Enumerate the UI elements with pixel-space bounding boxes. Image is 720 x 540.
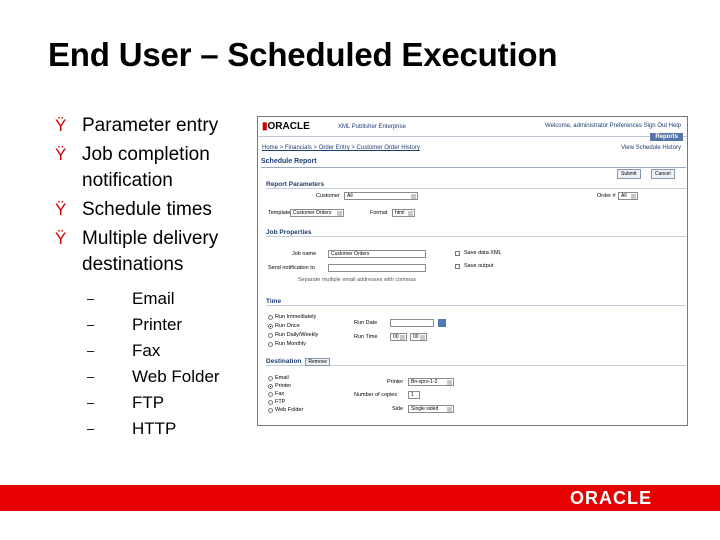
product-name: XML Publisher Enterprise: [338, 124, 406, 130]
sub-bullet-marker: –: [87, 317, 95, 332]
bullet-text: Parameter entry: [82, 115, 219, 136]
app-header: [258, 117, 687, 137]
sub-bullet-text: FTP: [132, 393, 165, 412]
destination-heading-text: Destination: [266, 358, 302, 365]
breadcrumb[interactable]: Home > Financials > Order Entry > Customer Order History: [262, 145, 420, 151]
run-date-label: Run Date: [354, 320, 378, 326]
bullet-item: [55, 197, 255, 223]
bullet-item: [55, 142, 255, 194]
report-parameters-heading: Report Parameters: [266, 181, 686, 189]
bullet-marker: Ÿ: [55, 116, 67, 135]
customer-select[interactable]: All: [344, 192, 418, 200]
page-title: Schedule Report: [261, 158, 686, 168]
save-output-checkbox[interactable]: [455, 264, 460, 269]
bullet-text: Job completion notification: [82, 144, 210, 191]
bullet-list: [55, 113, 255, 442]
cancel-button[interactable]: Cancel: [651, 169, 675, 179]
job-name-input[interactable]: Customer Orders: [328, 250, 426, 258]
view-links[interactable]: View Schedule History: [621, 145, 681, 151]
job-properties-heading: Job Properties: [266, 229, 686, 237]
sub-bullet-marker: –: [87, 369, 95, 384]
slide-title: End User – Scheduled Execution: [48, 36, 558, 73]
bullet-item: [55, 226, 255, 278]
format-select[interactable]: html: [392, 209, 415, 217]
format-label: Format: [370, 210, 388, 216]
save-output-label: Save output: [464, 263, 494, 269]
template-label: Template: [268, 210, 291, 216]
remove-button[interactable]: Remove: [305, 358, 330, 366]
sub-bullet-text: Web Folder: [132, 367, 220, 386]
printer-label: Printer: [275, 383, 292, 389]
run-daily-weekly-radio[interactable]: [268, 333, 273, 338]
oracle-footer-logo: ORACLE: [570, 488, 652, 508]
oracle-logo: ▮ORACLE: [262, 121, 310, 132]
sub-bullet-item: [85, 364, 255, 390]
bullet-marker: Ÿ: [55, 145, 67, 164]
sub-bullet-marker: –: [87, 395, 95, 410]
time-heading: Time: [266, 298, 686, 306]
logo-mark-icon: ▮: [262, 121, 268, 132]
fax-label: Fax: [275, 391, 285, 397]
sub-bullet-item: [85, 286, 255, 312]
run-daily-weekly-label: Run Daily/Weekly: [275, 332, 319, 338]
run-date-input[interactable]: [390, 319, 434, 327]
printer-select[interactable]: Bn-xpro-1-2: [408, 378, 454, 386]
send-notification-label: Send notification to: [268, 265, 315, 271]
web-folder-label: Web Folder: [275, 407, 304, 413]
sub-bullet-text: Email: [132, 289, 175, 308]
bullet-marker: Ÿ: [55, 229, 67, 248]
header-links[interactable]: Welcome, administrator Preferences Sign Out Help: [545, 123, 681, 129]
embedded-screenshot: [257, 116, 688, 426]
bullet-item: [55, 113, 255, 139]
run-immediately-radio[interactable]: [268, 315, 273, 320]
web-folder-radio[interactable]: [268, 408, 273, 413]
sub-bullet-item: [85, 338, 255, 364]
run-immediately-label: Run Immediately: [275, 314, 317, 320]
bullet-text: Multiple delivery destinations: [82, 228, 219, 275]
order-label: Order #: [597, 193, 616, 199]
sub-bullet-text: Printer: [132, 315, 183, 334]
run-time-minute-select[interactable]: 00: [410, 333, 427, 341]
sub-bullet-marker: –: [87, 343, 95, 358]
sub-bullet-text: HTTP: [132, 419, 177, 438]
bullet-marker: Ÿ: [55, 200, 67, 219]
email-radio[interactable]: [268, 376, 273, 381]
sub-bullet-marker: –: [87, 291, 95, 306]
sub-bullet-text: Fax: [132, 341, 161, 360]
footer-bar: [0, 485, 720, 511]
email-hint: Separate multiple email addresses with commas: [298, 277, 416, 283]
run-time-label: Run Time: [354, 334, 378, 340]
ftp-radio[interactable]: [268, 400, 273, 405]
job-name-label: Job name: [292, 251, 317, 257]
sub-bullet-list: [85, 286, 255, 442]
copies-label: Number of copies: [354, 392, 398, 398]
order-select[interactable]: All: [618, 192, 638, 200]
calendar-icon[interactable]: [438, 319, 446, 327]
save-data-xml-checkbox[interactable]: [455, 251, 460, 256]
ftp-label: FTP: [275, 399, 286, 405]
notification-email-input[interactable]: [328, 264, 426, 272]
email-label: Email: [275, 375, 289, 381]
template-select[interactable]: Customer Orders: [290, 209, 344, 217]
destination-heading: [266, 358, 686, 366]
bullet-text: Schedule times: [82, 199, 212, 220]
customer-label: Customer: [316, 193, 340, 199]
tab-reports[interactable]: Reports: [650, 133, 683, 141]
side-select[interactable]: Single sided: [408, 405, 454, 413]
run-time-hour-select[interactable]: 00: [390, 333, 407, 341]
printer-radio[interactable]: [268, 384, 273, 389]
sub-bullet-item: [85, 312, 255, 338]
side-label: Side: [392, 406, 404, 412]
sub-bullet-item: [85, 390, 255, 416]
printer-select-label: Printer: [387, 379, 404, 385]
fax-radio[interactable]: [268, 392, 273, 397]
sub-bullet-item: [85, 416, 255, 442]
copies-input[interactable]: 1: [408, 391, 420, 399]
sub-bullet-marker: –: [87, 421, 95, 436]
run-once-label: Run Once: [275, 323, 300, 329]
run-once-radio[interactable]: [268, 324, 273, 329]
save-data-xml-label: Save data XML: [464, 250, 502, 256]
run-monthly-radio[interactable]: [268, 342, 273, 347]
run-monthly-label: Run Monthly: [275, 341, 306, 347]
submit-button[interactable]: Submit: [617, 169, 641, 179]
